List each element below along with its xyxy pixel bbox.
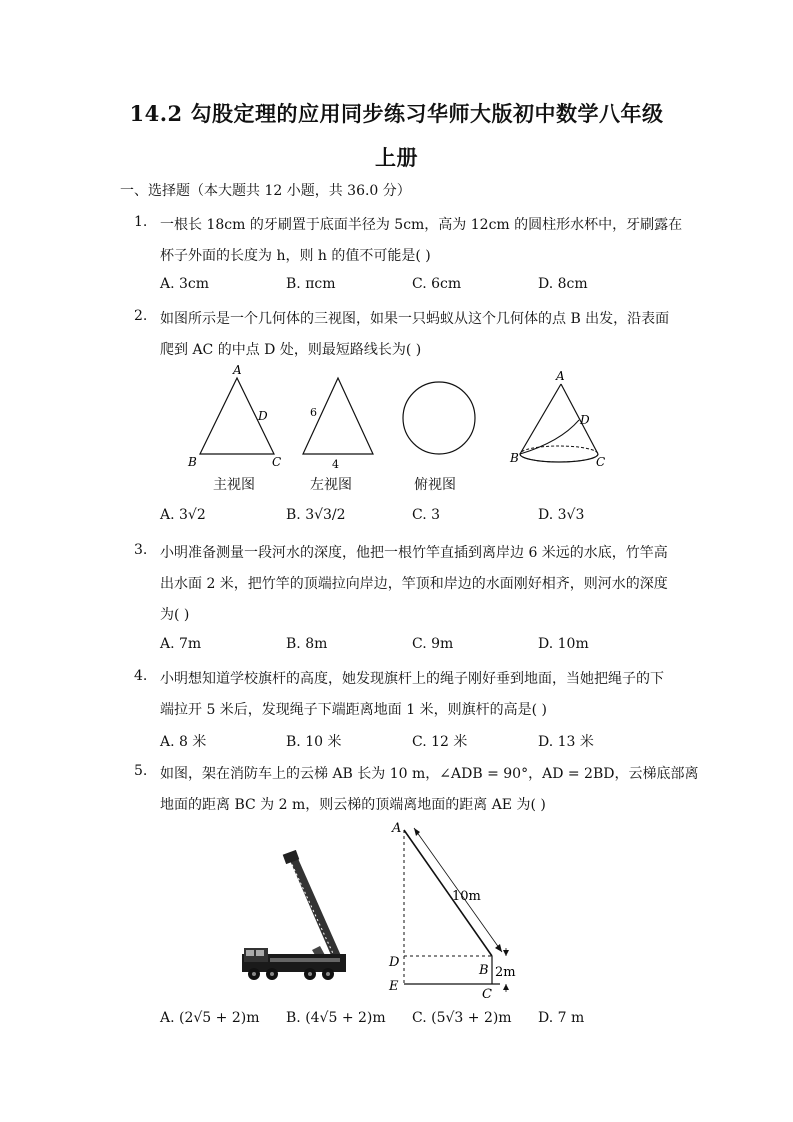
option-a: A. 3cm	[160, 276, 210, 292]
option-c: C. 6cm	[412, 276, 462, 292]
doc-title-line1: 14.2 勾股定理的应用同步练习华师大版初中数学八年级	[129, 101, 664, 126]
option-a: A. 8 米	[160, 734, 207, 750]
question-text: 小明准备测量一段河水的深度，他把一根竹竿直插到离岸边 6 米远的水底，竹竿高	[160, 545, 668, 561]
question-number: 4.	[134, 668, 148, 684]
question-text: 爬到 AC 的中点 D 处，则最短路线长为( )	[160, 342, 422, 358]
option-d: D. 10m	[538, 636, 589, 652]
section-heading: 一、选择题（本大题共 12 小题，共 36.0 分）	[120, 183, 411, 199]
question-text: 为( )	[160, 607, 190, 623]
caption-top: 俯视图	[414, 477, 456, 493]
option-d: D. 13 米	[538, 734, 594, 750]
question-number: 3.	[134, 542, 148, 558]
caption-front: 主视图	[213, 477, 255, 493]
cone-label-a: A	[556, 369, 565, 383]
option-a: A. (2√5 + 2)m	[160, 1010, 260, 1026]
option-c: C. 12 米	[412, 734, 468, 750]
option-d: D. 7 m	[538, 1010, 585, 1026]
label-length: 10m	[452, 889, 481, 904]
question-number: 2.	[134, 308, 148, 324]
label-a: A	[392, 821, 402, 836]
label-base: 4	[332, 458, 339, 471]
option-c: C. 3	[412, 507, 441, 523]
cone-label-b: B	[510, 451, 519, 465]
question-text: 如图所示是一个几何体的三视图，如果一只蚂蚁从这个几何体的点 B 出发，沿表面	[160, 311, 670, 327]
label-c: C	[272, 455, 282, 469]
fire-truck-illustration	[240, 850, 350, 985]
caption-side: 左视图	[310, 477, 352, 493]
option-c: C. 9m	[412, 636, 454, 652]
label-d: D	[258, 409, 268, 423]
cone-label-d: D	[580, 413, 590, 427]
option-b: B. 3√3/2	[286, 507, 346, 523]
question-text: 地面的距离 BC 为 2 m，则云梯的顶端离地面的距离 AE 为( )	[160, 797, 546, 813]
option-d: D. 3√3	[538, 507, 585, 523]
label-b: B	[188, 455, 197, 469]
ladder-geometry-figure	[380, 818, 530, 1000]
option-b: B. (4√5 + 2)m	[286, 1010, 386, 1026]
option-b: B. 8m	[286, 636, 328, 652]
label-e: E	[389, 979, 399, 994]
question-text: 出水面 2 米，把竹竿的顶端拉向岸边，竿顶和岸边的水面刚好相齐，则河水的深度	[160, 576, 668, 592]
question-text: 端拉开 5 米后，发现绳子下端距离地面 1 米，则旗杆的高是( )	[160, 702, 547, 718]
option-b: B. 10 米	[286, 734, 342, 750]
cone-label-c: C	[596, 455, 606, 469]
question-number: 1.	[134, 214, 148, 230]
question-text: 一根长 18cm 的牙刷置于底面半径为 5cm，高为 12cm 的圆柱形水杯中，牙刷露在	[160, 217, 683, 233]
option-d: D. 8cm	[538, 276, 588, 292]
option-c: C. (5√3 + 2)m	[412, 1010, 512, 1026]
option-a: A. 3√2	[160, 507, 206, 523]
question-text: 小明想知道学校旗杆的高度，她发现旗杆上的绳子刚好垂到地面，当她把绳子的下	[160, 671, 664, 687]
question-text: 如图，架在消防车上的云梯 AB 长为 10 m，∠ADB = 90°，AD = 2BD，云梯底部离	[160, 766, 699, 782]
question-text: 杯子外面的长度为 h，则 h 的值不可能是( )	[160, 248, 431, 264]
label-height: 2m	[495, 965, 516, 980]
option-b: B. πcm	[286, 276, 336, 292]
label-c: C	[482, 987, 492, 1000]
label-side: 6	[310, 406, 317, 419]
doc-title-line2: 上册	[375, 145, 418, 170]
label-b: B	[479, 963, 489, 978]
three-view-figure	[180, 362, 620, 474]
label-a: A	[233, 363, 242, 377]
question-number: 5.	[134, 763, 148, 779]
option-a: A. 7m	[160, 636, 202, 652]
label-d: D	[389, 955, 400, 970]
